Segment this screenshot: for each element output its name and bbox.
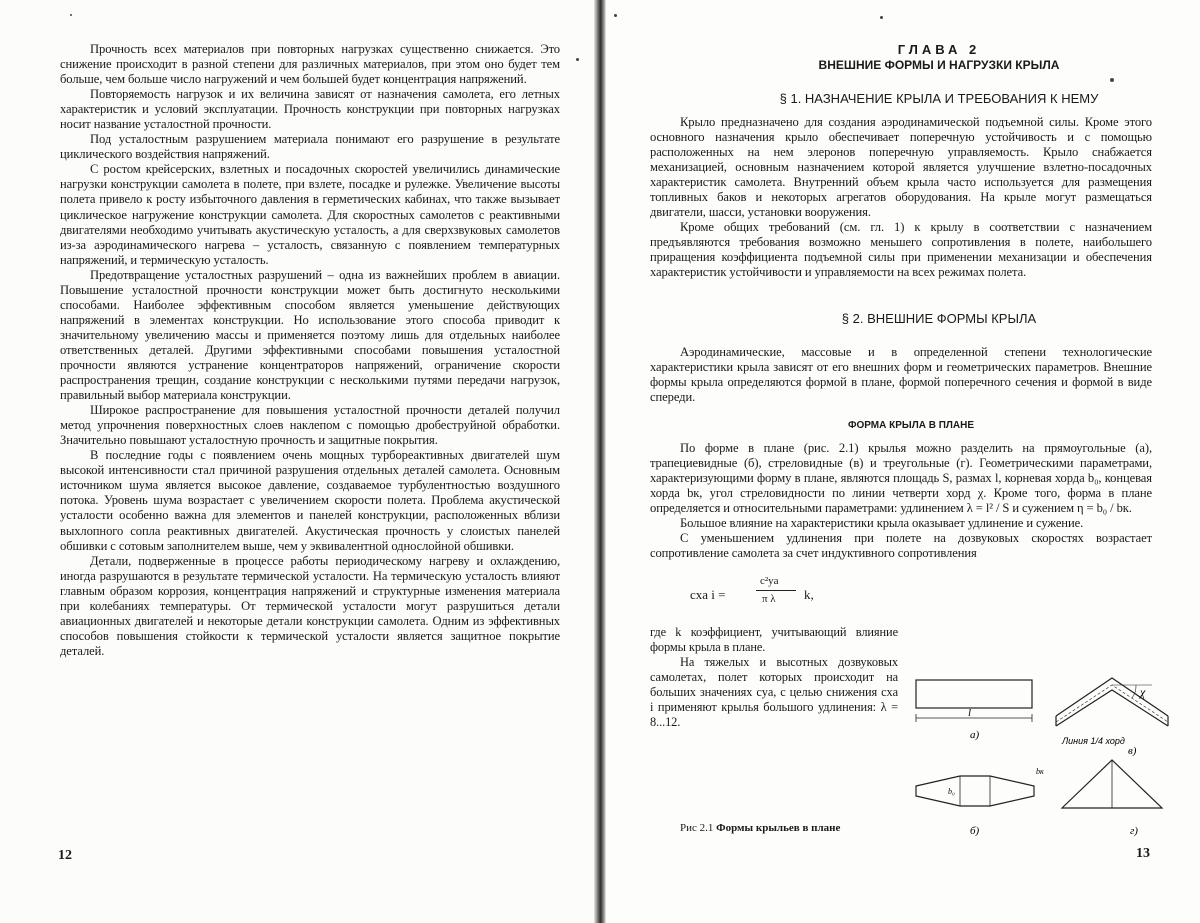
tip-chord-label: bк [1036,767,1044,776]
wing-planforms-figure [904,668,1186,838]
paragraph: Предотвращение усталостных разрушений – одна из важнейших проблем в авиации. Повышение усталостной прочности конструкции может быть достигнуто несколькими способами. Наиболее эффективным способом является уменьшение действующих напряжений в элементах конструкции. Но использование этого способа приводит к значительному увеличению массы и применяется поэтому лишь для отдельных наиболее ответственных деталей. Другими эффективными способами повышения усталостной прочности являются устранение концентраторов напряжений, ограничение скорости распространения трещин, создание конструкции с несколькими путями передачи нагрузок, правильный выбор материала конструкции. [60,267,560,403]
scan-speck [70,14,72,16]
sweep-angle-label: χ [1140,685,1146,699]
right-page-text [650,42,1152,730]
wing-rectangular [916,680,1032,741]
paragraph: С ростом крейсерских, взлетных и посадочных скоростей увеличились динамические нагрузки конструкции самолета в полете, при взлете, посадке и рулежке. Увеличение высоты полета привело к росту избыточного давления в герметических кабинах, что также вызывает циклическое нагружение конструкции самолета. Для скоростных самолетов с реактивными двигателями необходимо учитывать акустическую усталость, а для сверхзвуковых самолетов из-за аэродинамического нагрева – усталость, связанную с появлением температурных напряжений, и термическую усталость. [60,162,560,267]
subhead: ФОРМА КРЫЛА В ПЛАНЕ [847,419,975,431]
span-label: l [968,707,972,719]
chapter-label: ГЛАВА 2 [897,42,981,57]
induced-drag-formula [690,575,1152,615]
scan-speck [614,14,617,17]
paragraph: Большое влияние на характеристики крыла оказывает удлинение и сужение. [680,515,1084,530]
paragraph: С уменьшением удлинения при полете на дозвуковых скоростях возрастает сопротивление самолета за счет индуктивного сопротивления [650,530,1152,561]
formula-lhs: cxa i = [690,587,726,603]
wing-delta [1062,760,1162,837]
label-v: в) [1128,745,1137,757]
paragraph: Детали, подверженные в процессе работы периодическому нагреву и охлаждению, иногда разрушаются в результате термической усталости. На термическую усталость влияют главным образом коррозия, концентрация напряжений и структурные изменения материала при колебаниях температуры. От термической усталости могут разрушиться детали авиационных двигателей и некоторые детали конструкции самолета. Одним из эффективных способов повышения стойкости к термической усталости является защитное покрытие деталей. [60,553,560,658]
figure-caption [680,822,840,834]
paragraph: Широкое распространение для повышения усталостной прочности деталей получил метод упрочнения поверхностных слоев наклепом с помощью дробеструйной обработки. Значительно повышают усталостную прочность и защитные покрытия. [60,403,560,448]
section1-title: § 1. НАЗНАЧЕНИЕ КРЫЛА И ТРЕБОВАНИЯ К НЕМУ [779,91,1099,106]
formula-rhs: k, [804,587,814,603]
paragraph: где k коэффициент, учитывающий влияние формы крыла в плане. [650,625,898,655]
figure-caption-text: Формы крыльев в плане [716,822,841,834]
wing-text-column [650,625,898,730]
paragraph: Аэродинамические, массовые и в определенной степени технологические характеристики крыла зависят от его внешних форм и геометрических параметров. Внешние формы крыла определяются формой в плане, формой поперечного сечения и формой в виде спереди. [650,344,1152,404]
formula-numerator: c²ya [760,575,779,588]
label-g: г) [1130,825,1138,837]
fraction-bar [756,590,796,591]
paragraph: Кроме общих требований (см. гл. 1) к крылу в соответствии с назначением предъявляются требования возможно меньшего сопротивления в полете, наибольшего приращения коэффициента подъемной силы при применении механизации и обеспечения характеристик устойчивости и управляемости на всех режимах полета. [650,220,1152,280]
wing-swept [1056,678,1168,757]
label-b: б) [970,825,980,837]
scan-speck [576,58,579,61]
left-page-text [60,42,560,659]
section2-title: § 2. ВНЕШНИЕ ФОРМЫ КРЫЛА [841,310,1037,326]
paragraph: Прочность всех материалов при повторных нагрузках существенно снижается. Это снижение происходит в разной степени для различных материалов, при этом оно будет тем больше, чем больше число нагружений и чем большей будет концентрация напряжений. [60,42,560,87]
wing-trapezoidal [916,767,1044,837]
label-a: а) [970,729,980,741]
paragraph: На тяжелых и высотных дозвуковых самолетах, полет которых происходит на больших значениях cya, с целью снижения cxa i применяют крылья большого удлинения: λ = 8...12. [650,655,898,730]
scan-speck [1110,78,1114,82]
paragraph: По форме в плане (рис. 2.1) крылья можно разделить на прямоугольные (а), трапециевидные (б), стреловидные (в) и треугольные (г). Геометрическими параметрами, характеризующими форму в плане, являются площадь S, размах l, корневая хорда b₀, концевая хорда bк, угол стреловидности по линии четверти хорд χ. Кроме того, форма в плане определяется и относительными параметрами: удлинением λ = l² / S и сужением η = b₀ / bк. [650,440,1152,515]
paragraph: Крыло предназначено для создания аэродинамической подъемной силы. Кроме этого основного назначения крыло обеспечивает поперечную устойчивость и с помощью расположенных на нем элеронов поперечную управляемость. Крыло снабжается механизацией, основным назначением которой является улучшение взлетно-посадочных характеристик самолета. Внутренний объем крыла часто используется для размещения топливных баков и некоторых агрегатов оборудования. На крыле могут размещаться двигатели, шасси, установки вооружения. [650,115,1152,220]
scan-speck [880,16,883,19]
chapter-title: ВНЕШНИЕ ФОРМЫ И НАГРУЗКИ КРЫЛА [818,58,1060,72]
paragraph: Под усталостным разрушением материала понимают его разрушение в результате циклического воздействия напряжений. [60,132,560,162]
paragraph: В последние годы с появлением очень мощных турбореактивных двигателей шум высокой интенсивности стал причиной разрушения отдельных деталей самолета. Основным источником шума является высокое давление, создаваемое турбулентностью воздушного потока. Уровень шума возрастает с увеличением скорости полета. Проблема акустической усталости особенно важна для элементов и панелей конструкции, расположенных вблизи выхлопного сопла реактивных двигателей. Акустическая прочность у слоистых панелей обшивки с сотовым заполнителем выше, чем у эквивалентной однослойной обшивки. [60,448,560,553]
formula-denominator: π λ [762,593,776,606]
left-page-number: 12 [58,848,72,863]
paragraph: Повторяемость нагрузок и их величина зависят от назначения самолета, его летных характеристик и условий эксплуатации. Прочность конструкции при повторных нагрузках носит название усталостной прочности. [60,87,560,132]
root-chord-label: b₀ [948,787,955,796]
quarter-chord-label: Линия 1/4 хорд [1062,736,1125,746]
right-page-number: 13 [1136,846,1150,861]
figure-caption-label: Рис 2.1 [680,822,714,834]
book-gutter [594,0,606,923]
